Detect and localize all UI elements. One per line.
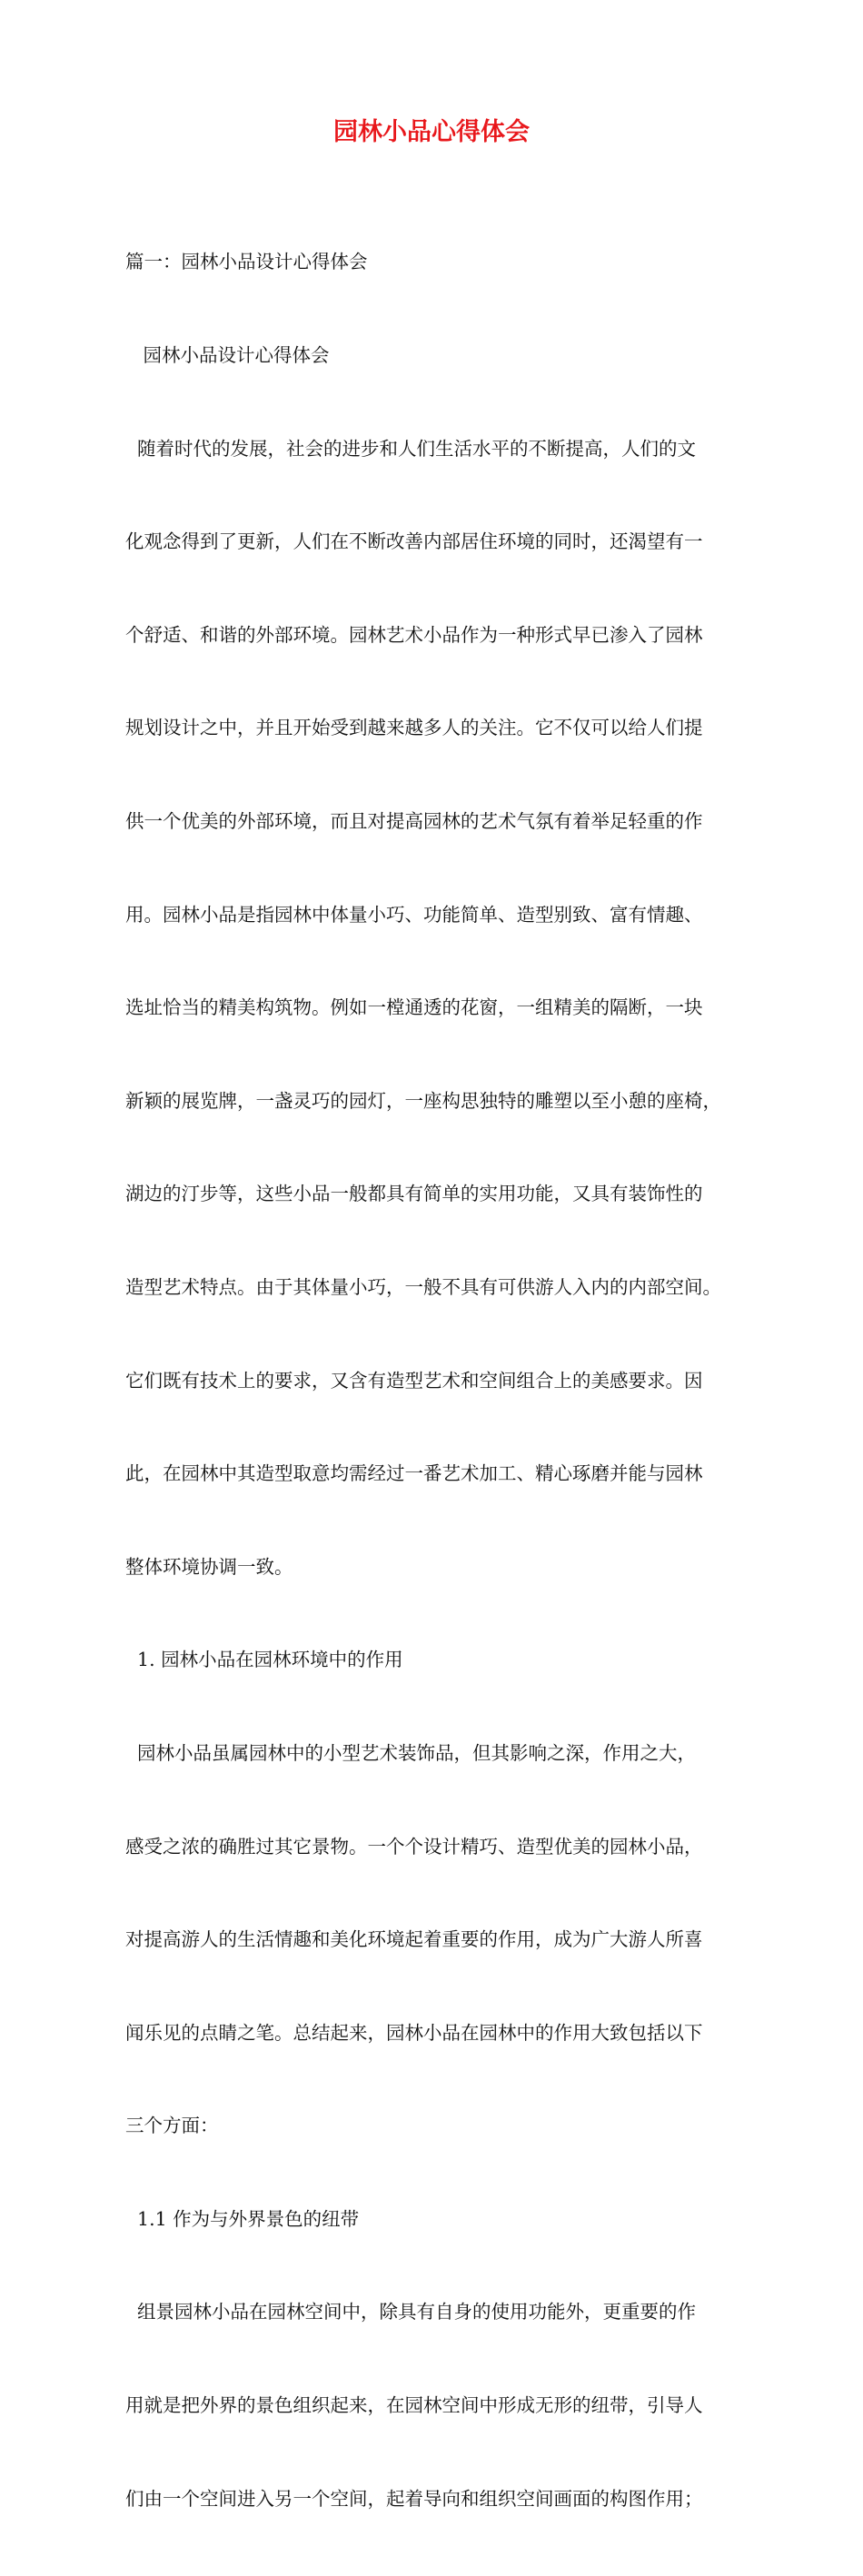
body-line: 用。园林小品是指园林中体量小巧、功能简单、造型别致、富有情趣、 (125, 903, 703, 926)
body-line: 用就是把外界的景色组织起来，在园林空间中形成无形的纽带，引导人 (125, 2394, 703, 2417)
body-line: 随着时代的发展，社会的进步和人们生活水平的不断提高，人们的文 (125, 437, 697, 460)
body-line: 们由一个空间进入另一个空间，起着导向和组织空间画面的构图作用； (125, 2487, 703, 2510)
body-line: 此，在园林中其造型取意均需经过一番艺术加工、精心琢磨并能与园林 (125, 1462, 703, 1485)
body-line: 园林小品设计心得体会 (125, 344, 330, 366)
body-line: 园林小品虽属园林中的小型艺术装饰品，但其影响之深，作用之大， (125, 1741, 697, 1764)
body-line: 新颖的展览牌，一盏灵巧的园灯，一座构思独特的雕塑以至小憩的座椅， (125, 1089, 721, 1112)
body-line: 对提高游人的生活情趣和美化环境起着重要的作用，成为广大游人所喜 (125, 1928, 703, 1951)
body-line: 1. 园林小品在园林环境中的作用 (125, 1649, 403, 1671)
body-line: 整体环境协调一致。 (125, 1555, 293, 1578)
body-line: 1.1 作为与外界景色的纽带 (125, 2207, 360, 2230)
body-line: 供一个优美的外部环境，而且对提高园林的艺术气氛有着举足轻重的作 (125, 809, 703, 832)
body-line: 湖边的汀步等，这些小品一般都具有简单的实用功能，又具有装饰性的 (125, 1183, 703, 1205)
body-line: 选址恰当的精美构筑物。例如一樘通透的花窗，一组精美的隔断，一块 (125, 996, 703, 1019)
document-body (125, 184, 752, 2576)
document-title: 园林小品心得体会 (333, 118, 530, 146)
body-line: 造型艺术特点。由于其体量小巧，一般不具有可供游人入内的内部空间。 (125, 1275, 721, 1298)
body-line: 它们既有技术上的要求，又含有造型艺术和空间组合上的美感要求。因 (125, 1369, 703, 1392)
body-line: 篇一：园林小品设计心得体会 (125, 251, 368, 273)
body-line: 三个方面： (125, 2115, 219, 2137)
body-line: 感受之浓的确胜过其它景物。一个个设计精巧、造型优美的园林小品， (125, 1835, 703, 1858)
body-line: 组景园林小品在园林空间中，除具有自身的使用功能外，更重要的作 (125, 2301, 697, 2323)
body-line: 规划设计之中，并且开始受到越来越多人的关注。它不仅可以给人们提 (125, 717, 703, 739)
body-line: 化观念得到了更新，人们在不断改善内部居住环境的同时，还渴望有一 (125, 530, 703, 553)
body-line: 个舒适、和谐的外部环境。园林艺术小品作为一种形式早已渗入了园林 (125, 623, 703, 646)
body-line: 闻乐见的点睛之笔。总结起来，园林小品在园林中的作用大致包括以下 (125, 2021, 703, 2044)
